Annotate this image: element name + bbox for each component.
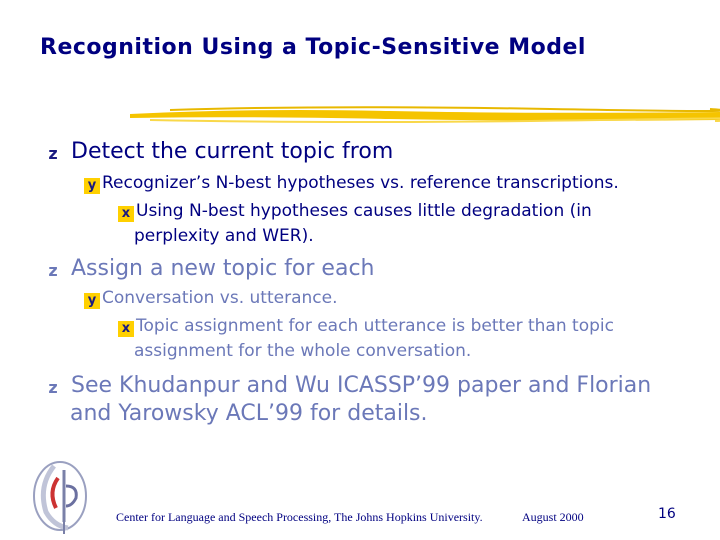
bullet-1-sub-text: Recognizer’s N-best hypotheses vs. reference transcriptions.	[102, 173, 619, 193]
bullet-1	[44, 138, 393, 166]
bullet-2-subsub	[118, 316, 614, 337]
bullet-2-subsub-line2: assignment for the whole conversation.	[134, 341, 472, 361]
page-number: 16	[658, 506, 676, 522]
bullet-3	[44, 372, 651, 400]
sub-bullet-marker: y	[84, 293, 100, 309]
clsp-logo-icon	[24, 456, 100, 536]
title-underline-brush	[130, 100, 720, 128]
footer-date: August 2000	[522, 510, 584, 524]
bullet-1-sub	[84, 173, 619, 194]
sub-bullet-marker: y	[84, 178, 100, 194]
bullet-2-subsub-line1: Topic assignment for each utterance is better than topic	[136, 316, 614, 336]
subsub-bullet-marker: x	[118, 321, 134, 337]
bullet-1-text: Detect the current topic from	[71, 139, 394, 164]
footer-organization: Center for Language and Speech Processing, The Johns Hopkins University.	[116, 510, 483, 524]
bullet-marker: z	[48, 378, 58, 397]
bullet-marker: z	[48, 261, 58, 280]
bullet-1-subsub	[118, 201, 592, 222]
bullet-marker: z	[48, 144, 58, 163]
bullet-3-line2: and Yarowsky ACL’99 for details.	[70, 401, 428, 426]
bullet-1-subsub-line1: Using N-best hypotheses causes little degradation (in	[136, 201, 592, 221]
bullet-2	[44, 255, 374, 283]
bullet-2-text: Assign a new topic for each	[71, 256, 375, 281]
subsub-bullet-marker: x	[118, 206, 134, 222]
bullet-2-sub	[84, 288, 337, 309]
bullet-1-subsub-line2: perplexity and WER).	[134, 226, 314, 246]
bullet-2-sub-text: Conversation vs. utterance.	[102, 288, 338, 308]
slide-title: Recognition Using a Topic-Sensitive Model	[40, 35, 586, 60]
bullet-3-line1: See Khudanpur and Wu ICASSP’99 paper and Florian	[71, 373, 652, 398]
